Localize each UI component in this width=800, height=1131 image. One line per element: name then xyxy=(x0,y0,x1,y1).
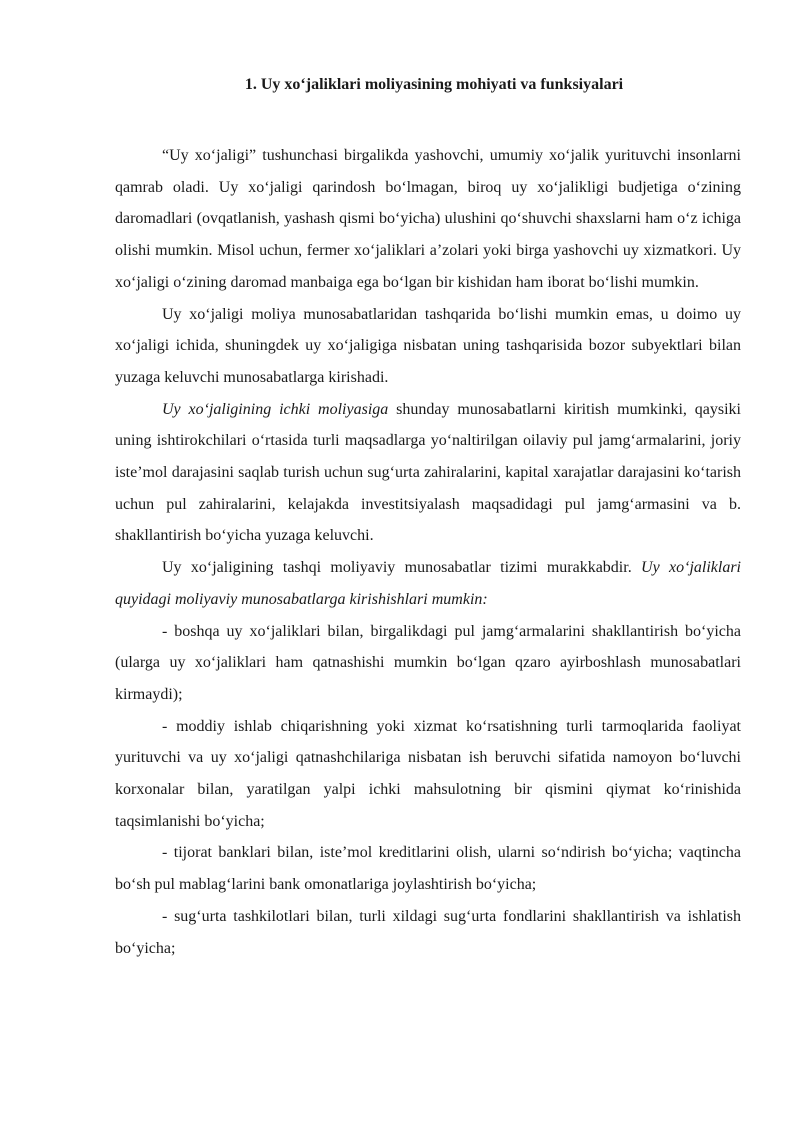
section-title: 1. Uy xo‘jaliklari moliyasining mohiyati va funksiyalari xyxy=(244,76,624,93)
paragraph-external-finance xyxy=(115,552,741,615)
paragraph-definition xyxy=(115,140,741,299)
paragraph-text: Uy xo‘jaligining tashqi moliyaviy munosabatlar tizimi murakkabdir. xyxy=(162,559,642,577)
paragraph-text: Uy xo‘jaligi moliya munosabatlaridan tashqarida bo‘lishi mumkin emas, u doimo uy xo‘jaligi ichida, shuningdek uy xo‘jaligiga nisbatan uning tashqarisida bozor subyektlari bilan yuzaga keluvchi munosabatlarga kirishadi. xyxy=(115,305,741,386)
paragraph-text: shunday munosabatlarni kiritish mumkinki, qaysiki uning ishtirokchilari o‘rtasida turli maqsadlarga yo‘naltirilgan oilaviy pul jamg‘armalarini, joriy iste’mol darajasini saqlab turish uchun sug‘urta zahiralarini, kapital xarajatlar darajasini ko‘tarish uchun pul zahiralarini, kelajakda investitsiyalash maqsadidagi pul jamg‘armasini va b. shakllantirish bo‘yicha yuzaga keluvchi. xyxy=(115,400,741,545)
document-page xyxy=(115,74,741,964)
list-item: - sug‘urta tashkilotlari bilan, turli xildagi sug‘urta fondlarini shakllantirish va ishlatish bo‘yicha; xyxy=(115,907,741,957)
italic-sentence: Uy xo‘jaliklari quyidagi moliyaviy munosabatlarga kirishishlari mumkin: xyxy=(115,559,742,608)
paragraph-relations xyxy=(115,299,741,394)
list-item: - moddiy ishlab chiqarishning yoki xizmat ko‘rsatishning turli tarmoqlarida faoliyat yurituvchi va uy xo‘jaligi qatnashchilariga nisbatan ish beruvchi sifatida namoyon bo‘luvchi korxonalar bilan, yaratilgan yalpi ichki mahsulotning bir qismini qiymat ko‘rinishida taqsimlanishi bo‘yicha; xyxy=(115,717,741,830)
list-item: - boshqa uy xo‘jaliklari bilan, birgalikdagi pul jamg‘armalarini shakllantirish bo‘yicha (ularga uy xo‘jaliklari ham qatnashishi mumkin bo‘lgan qzaro ayirboshlash munosabatlari kirmaydi); xyxy=(115,622,741,703)
list-item: - tijorat banklari bilan, iste’mol kreditlarini olish, ularni so‘ndirish bo‘yicha; vaqtincha bo‘sh pul mablag‘larini bank omonatlariga joylashtirish bo‘yicha; xyxy=(115,844,741,894)
paragraph-internal-finance xyxy=(115,394,741,553)
paragraph-text: “Uy xo‘jaligi” tushunchasi birgalikda yashovchi, umumiy xo‘jalik yurituvchi insonlarni qamrab oladi. Uy xo‘jaligi qarindosh bo‘lmagan, biroq uy xo‘jalikligi budjetiga o‘zining daromadlari (ovqatlanish, yashash qismi bo‘yicha) ulushini qo‘shuvchi shaxslarni ham o‘z ichiga olishi mumkin. Misol uchun, fermer xo‘jaliklari a’zolari yoki birga yashovchi uy xizmatkori. Uy xo‘jaligi o‘zining daromad manbaiga ega bo‘lgan bir kishidan ham iborat bo‘lishi mumkin. xyxy=(115,147,741,291)
italic-term: Uy xo‘jaligining ichki moliyasiga xyxy=(162,400,389,418)
